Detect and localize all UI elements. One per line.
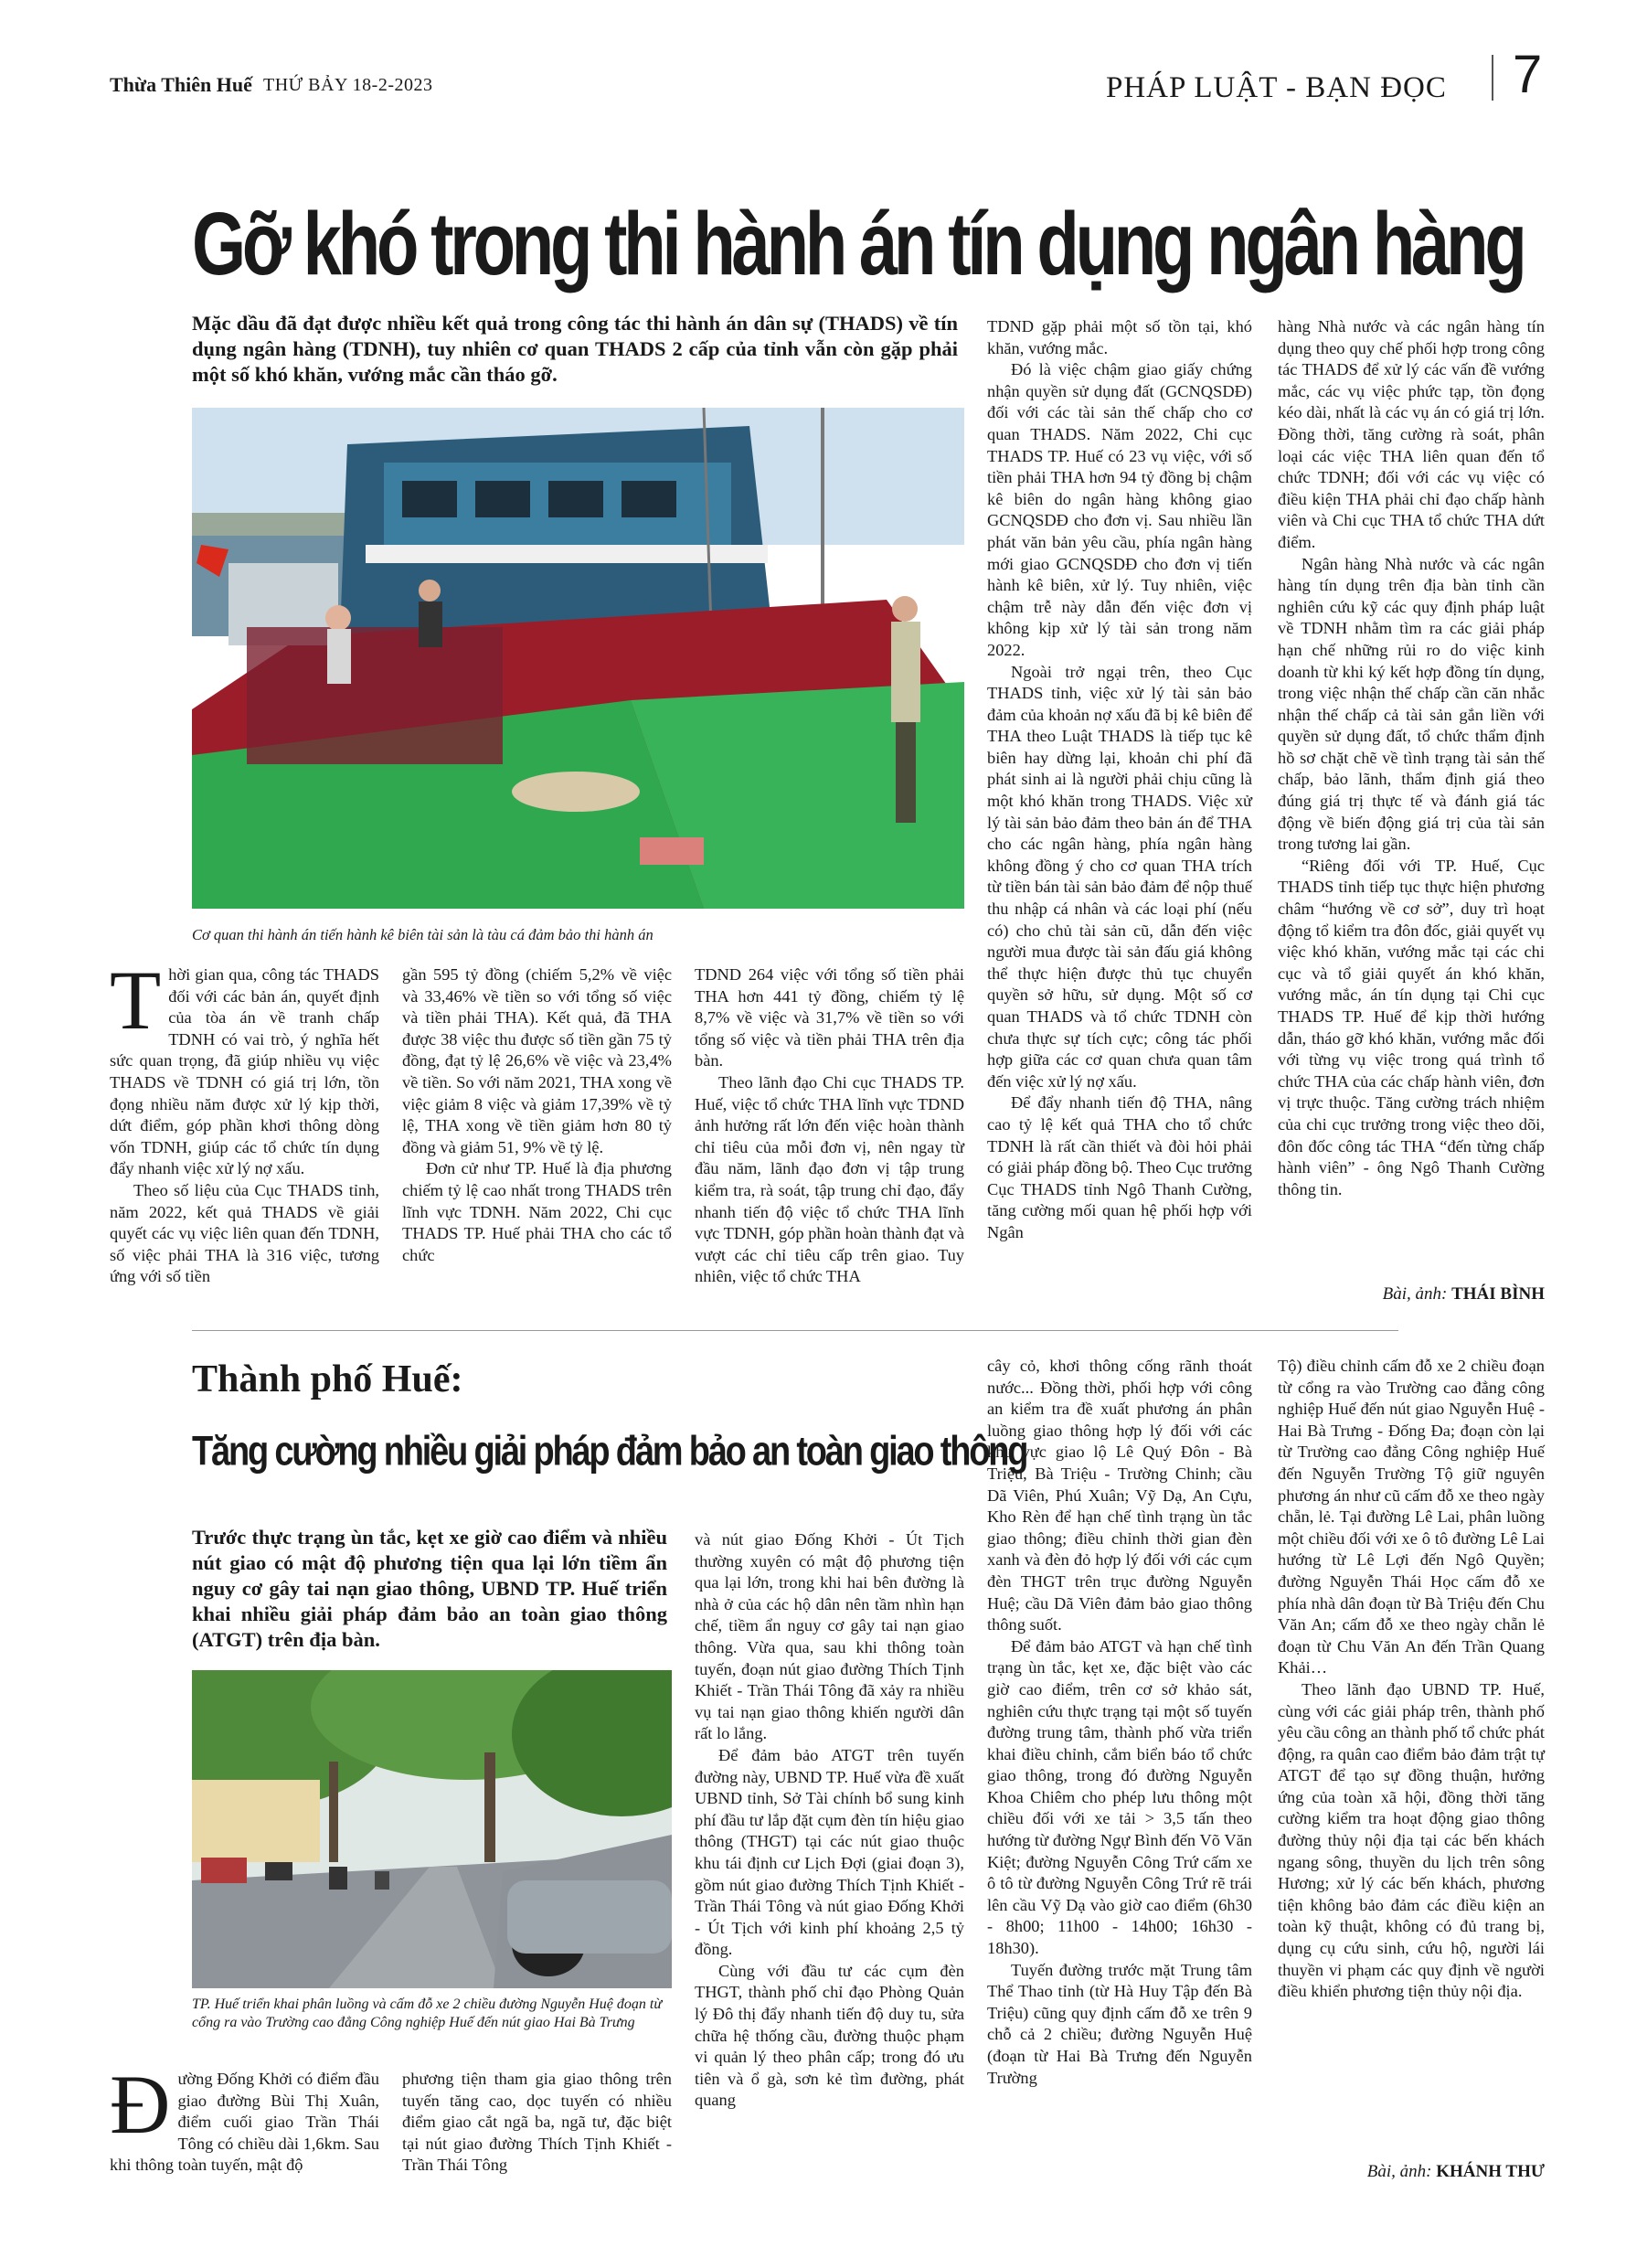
masthead-date: THỨ BẢY 18-2-2023	[263, 75, 433, 95]
article2-kicker: Thành phố Huế:	[192, 1358, 463, 1400]
article2-paragraph: phương tiện tham gia giao thông trên tuyến tăng cao, dọc tuyến có nhiều điểm giao cắt ngã ba, ngã tư, đặc biệt tại nút giao đường Thích Tịnh Khiết - Trần Thái Tông	[402, 2070, 672, 2175]
article2-lead: Trước thực trạng ùn tắc, kẹt xe giờ cao điểm và nhiều nút giao có mật độ phương tiện qua lại lớn tiềm ẩn nguy cơ gây tai nạn giao thông, UBND TP. Huế triển khai nhiều giải pháp đảm bảo an toàn giao thông (ATGT) trên địa bàn.	[192, 1526, 667, 1651]
article1-paragraph: Theo số liệu của Cục THADS tỉnh, năm 2022, kết quả THADS về giải quyết các vụ việc liên quan đến TDNH, số việc phải THA là 316 việc, tương ứng với số tiền	[110, 1180, 379, 1286]
article2-byline-prefix: Bài, ảnh:	[1366, 2162, 1432, 2181]
article2-column-5	[1278, 1356, 1545, 2003]
article1-paragraph: Ngoài trở ngại trên, theo Cục THADS tỉnh, việc xử lý tài sản bảo đảm của khoản nợ xấu đã bị kê biên để THA theo Luật THADS là tiếp tục kê biên hay dừng lại, khoản chi phí đã phát sinh ai là người phải chịu cũng là một khó khăn trong THADS. Việc xử lý tài sản bảo đảm theo bản án để THA cho các ngân hàng, phía ngân hàng không đồng ý cho cơ quan THA trích từ tiền bán tài sản bảo đảm để nộp thuế thu nhập cá nhân và các loại phí (nếu có) cho chủ tài sản cũ, dẫn đến việc người mua được tài sản đấu giá không thể thực hiện được thủ tục chuyển quyền sở hữu, sử dụng. Một số cơ quan THADS và tổ chức TDNH còn chưa thực sự tích cực; công tác phối hợp giữa các cơ quan chưa quan tâm đến việc xử lý nợ xấu.	[987, 662, 1252, 1091]
article1-paragraph: Đơn cử như TP. Huế là địa phương chiếm tỷ lệ cao nhất trong THADS trên lĩnh vực TDNH. Năm 2022, Chi cục THADS TP. Huế phải THA cho các tổ chức	[402, 1159, 672, 1264]
article-separator	[192, 1330, 1398, 1331]
article1-paragraph: gần 595 tỷ đồng (chiếm 5,2% về việc và 33,46% về tiền so với tổng số việc và tiền phải THA). Kết quả, đã THA được 38 việc thu được số tiền gần 75 tỷ đồng, đạt tỷ lệ 26,6% về việc và 23,4% về tiền. So với năm 2021, THA xong về việc giảm 8 việc và giảm 17,39% về tỷ lệ, THA xong về tiền giảm hơn 80 tỷ đồng và giảm 51, 9% về tỷ lệ.	[402, 965, 672, 1156]
article1-paragraph: Đó là việc chậm giao giấy chứng nhận quyền sử dụng đất (GCNQSDĐ) đối với các tài sản thế chấp cho cơ quan THADS. Năm 2022, Chi cục THADS TP. Huế có 23 vụ việc, với số tiền phải THA hơn 94 tỷ đồng bị chậm kê biên do ngân hàng không giao GCNQSDĐ cho đơn vị. Sau nhiều lần phát văn bản yêu cầu, phía ngân hàng mới giao GCNQSDĐ cho đơn vị tiến hành kê biên, xử lý. Tuy nhiên, việc chậm trễ này dẫn đến việc đơn vị không kịp xử lý tài sản trong năm 2022.	[987, 360, 1252, 659]
article2-column-4	[987, 1356, 1252, 2089]
article1-column-3	[695, 964, 964, 1288]
article2-dropcap: Đ	[110, 2058, 171, 2151]
article1-paragraph: TDND gặp phải một số tồn tại, khó khăn, vướng mắc.	[987, 317, 1252, 357]
article1-byline-prefix: Bài, ảnh:	[1382, 1284, 1448, 1304]
article1-column-5	[1278, 316, 1545, 1200]
article1-paragraph: Theo lãnh đạo Chi cục THADS TP. Huế, việc tổ chức THA lĩnh vực TDND ảnh hưởng rất lớn đến việc hoàn thành chỉ tiêu của mỗi đơn vị, nên ngay từ đầu năm, lãnh đạo đơn vị tập trung kiểm tra, rà soát, tập trung chỉ đạo, đẩy nhanh tiến độ việc tổ chức THA lĩnh vực TDNH, góp phần hoàn thành đạt và vượt các chỉ tiêu cấp trên giao. Tuy nhiên, việc tổ chức THA	[695, 1072, 964, 1286]
article1-column-1	[110, 953, 379, 1288]
article2-paragraph: Để đảm bảo ATGT và hạn chế tình trạng ùn tắc, kẹt xe, đặc biệt vào các giờ cao điểm, trên cơ sở khảo sát, nghiên cứu thực trạng tại một số tuyến đường trung tâm, thành phố vừa triển khai điều chỉnh, cắm biển báo tổ chức giao thông, trong đó đường Nguyễn Khoa Chiêm cho phép lưu thông một chiều đối với xe tải > 3,5 tấn theo hướng từ đường Ngự Bình đến Võ Văn Kiệt; đường Nguyễn Công Trứ cấm xe ô tô từ đường Nguyễn Công Trứ rẽ trái lên cầu Vỹ Dạ vào giờ cao điểm (6h30 - 8h00; 11h00 - 14h00; 16h30 - 18h30).	[987, 1636, 1252, 1958]
article2-paragraph: ường Đống Khởi có điểm đầu giao đường Bùi Thị Xuân, điểm cuối giao Trần Thái Tông có chiều dài 1,6km. Sau khi thông toàn tuyến, mật độ	[110, 2070, 379, 2175]
article2-byline	[1278, 2162, 1545, 2182]
article2-paragraph: cây cỏ, khơi thông cống rãnh thoát nước... Đồng thời, phối hợp với công an kiểm tra đề xuất phương án phân luồng giao thông hợp lý đối với các khu vực giao lộ Lê Quý Đôn - Bà Triệu, Bà Triệu - Trường Chinh; cầu Dã Viên, Phú Xuân; Vỹ Dạ, An Cựu, Kho Rèn để hạn chế tình trạng ùn tắc giao thông; điều chỉnh thời gian đèn xanh và đèn đỏ hợp lý đối với các cụm đèn THGT trên trục đường Nguyễn Huệ; cầu Dã Viên đảm bảo giao thông thông suốt.	[987, 1357, 1252, 1634]
article1-paragraph: hời gian qua, công tác THADS đối với các bản án, quyết định của tòa án về tranh chấp TDNH có vai trò, ý nghĩa hết sức quan trọng, đã giúp nhiều vụ việc THADS về TDNH có giá trị lớn, tồn đọng nhiều năm được xử lý kịp thời, dứt điểm, góp phần khơi thông dòng vốn TDNH, giúp các tổ chức tín dụng đẩy nhanh việc xử lý nợ xấu.	[110, 965, 379, 1178]
article1-photo-caption: Cơ quan thi hành án tiến hành kê biên tài sản là tàu cá đảm bảo thi hành án	[192, 926, 653, 943]
article2-column-3	[695, 1529, 964, 2112]
article1-byline	[1278, 1284, 1545, 1304]
article2-photo-street	[192, 1670, 672, 1988]
article2-paragraph: và nút giao Đống Khởi - Út Tịch thường xuyên có mật độ phương tiện qua lại lớn, trong khi hai bên đường là nhà ở của các hộ dân nên tầm nhìn hạn chế, tiềm ẩn nguy cơ gây tai nạn giao thông. Vừa qua, sau khi thông toàn tuyến, đoạn nút giao đường Thích Tịnh Khiết - Trần Thái Tông đã xảy ra nhiều vụ tai nạn giao thông khiến người dân rất lo lắng.	[695, 1530, 964, 1743]
article2-paragraph: Cùng với đầu tư các cụm đèn THGT, thành phố chỉ đạo Phòng Quản lý Đô thị đẩy nhanh tiến độ duy tu, sửa chữa hệ thống cầu, đường thuộc phạm vi quản lý theo phân cấp; trong đó ưu tiên và ổ gà, sơn kẻ tìm đường, phát quang	[695, 1961, 964, 2110]
article2-column-1	[110, 2058, 379, 2177]
article2-column-2	[402, 2069, 672, 2177]
page-number: 7	[1513, 45, 1543, 104]
article2-paragraph: Tuyến đường trước mặt Trung tâm Thể Thao tỉnh (từ Hà Huy Tập đến Bà Triệu) cũng quy định cấm đỗ xe trên 9 chỗ cả 2 chiều; đường Nguyễn Huệ (đoạn từ Hai Bà Trưng đến Nguyễn Trường	[987, 1960, 1252, 2087]
masthead-paper-name: Thừa Thiên Huế	[110, 73, 252, 96]
article1-column-4	[987, 316, 1252, 1244]
article1-headline: Gỡ khó trong thi hành án tín dụng ngân hàng	[192, 194, 1524, 294]
article2-paragraph: Tộ) điều chỉnh cấm đỗ xe 2 chiều đoạn từ cổng ra vào Trường cao đẳng công nghiệp Huế đến nút giao Nguyễn Huệ - Hai Bà Trưng - Đống Đa; đoạn còn lại từ Trường cao đẳng Công nghiệp Huế đến Nguyễn Trường Tộ giữ nguyên phương án như cũ cấm đỗ xe theo ngày chẵn, lẻ. Tại đường Lê Lai, phân luồng một chiều đối với xe ô tô đường Lê Lai hướng từ Lê Lợi đến Ngô Quyền; đường Nguyễn Thái Học cấm đỗ xe phía nhà dân đoạn từ Bà Triệu đến Chu Văn An; cấm đỗ xe theo ngày chẵn lẻ đoạn từ Chu Văn An đến Trần Quang Khải…	[1278, 1357, 1545, 1677]
article1-paragraph: Để đẩy nhanh tiến độ THA, nâng cao tỷ lệ kết quả THA cho tổ chức TDNH là rất cần thiết và đòi hỏi phải có giải pháp đồng bộ. Theo Cục trưởng Cục THADS tỉnh Ngô Thanh Cường, tăng cường mối quan hệ phối hợp với Ngân	[987, 1093, 1252, 1241]
article2-photo-caption: TP. Huế triển khai phân luồng và cấm đỗ xe 2 chiều đường Nguyễn Huệ đoạn từ cổng ra vào Trường cao đẳng Công nghiệp Huế đến nút giao Hai Bà Trưng	[192, 1996, 663, 2030]
article2-headline: Tăng cường nhiều giải pháp đảm bảo an toàn giao thông	[192, 1428, 1027, 1475]
article1-column-2	[402, 964, 672, 1266]
header-divider	[1492, 55, 1493, 101]
article1-paragraph: Ngân hàng Nhà nước và các ngân hàng tín dụng trên địa bàn tỉnh cần nghiên cứu kỹ các quy định pháp luật về TDNH nhằm tìm ra các giải pháp hạn chế những rủi ro do việc kinh doanh từ khi ký kết hợp đồng tín dụng, trong việc nhận thế chấp cần căn nhắc nhận thế chấp cả tài sản gắn liền với quyền sử dụng đất, tổ chức thẩm định hồ sơ chặt chẽ về tình trạng tài sản thế chấp, bảo lãnh, thẩm định giá theo đúng giá trị thực tế và đánh giá tác động về biến động giá trị của tài sản trong tương lai gần.	[1278, 554, 1545, 854]
section-title: PHÁP LUẬT - BẠN ĐỌC	[1106, 71, 1447, 104]
article2-paragraph: Để đảm bảo ATGT trên tuyến đường này, UBND TP. Huế vừa đề xuất UBND tỉnh, Sở Tài chính bổ sung kinh phí đầu tư lắp đặt cụm đèn tín hiệu giao thông (THGT) tại các nút giao thuộc khu tái định cư Lịch Đợi (giai đoạn 3), gồm nút giao đường Thích Tịnh Khiết - Trần Thái Tông và nút giao Đống Khởi - Út Tịch với kinh phí khoảng 2,5 tỷ đồng.	[695, 1745, 964, 1959]
article1-dropcap: T	[110, 953, 162, 1047]
article1-paragraph: hàng Nhà nước và các ngân hàng tín dụng theo quy chế phối hợp trong công tác THADS để xử lý các vấn đề vướng mắc, các vụ việc phức tạp, tồn đọng kéo dài, nhất là các vụ án có giá trị lớn. Đồng thời, tăng cường rà soát, phân loại các việc THA liên quan đến tổ chức TDNH; đối với các vụ việc có điều kiện THA phải chỉ đạo chấp hành viên và Chi cục THA tổ chức THA dứt điểm.	[1278, 317, 1545, 551]
article2-byline-author: KHÁNH THƯ	[1436, 2162, 1545, 2181]
article1-photo-fishing-boat	[192, 408, 964, 909]
article1-byline-author: THÁI BÌNH	[1451, 1284, 1545, 1304]
article1-paragraph: TDND 264 việc với tổng số tiền phải THA hơn 441 tỷ đồng, chiếm tỷ lệ 8,7% về việc và 31,7% về tiền so với tổng số việc và tiền phải THA trên địa bàn.	[695, 965, 964, 1070]
article1-lead: Mặc dầu đã đạt được nhiều kết quả trong công tác thi hành án dân sự (THADS) về tín dụng ngân hàng (TDNH), tuy nhiên cơ quan THADS 2 cấp của tỉnh vẫn còn gặp phải một số khó khăn, vướng mắc cần tháo gỡ.	[192, 312, 958, 386]
article2-paragraph: Theo lãnh đạo UBND TP. Huế, cùng với các giải pháp trên, thành phố yêu cầu công an thành phố tổ chức phát động, ra quân cao điểm bảo đảm trật tự ATGT để tạo sự đồng thuận, hưởng ứng của toàn xã hội, đồng thời tăng cường kiểm tra hoạt động giao thông đường thủy nội địa tại các bến khách ngang sông, thuyền du lịch trên sông Hương; xử lý các bến khách, phương tiện không bảo đảm các điều kiện an toàn kỹ thuật, không có đủ trang bị, dụng cụ cứu sinh, cứu hộ, người lái thuyền vi phạm các quy định về người điều khiển phương tiện thủy nội địa.	[1278, 1679, 1545, 2001]
article1-paragraph: “Riêng đối với TP. Huế, Cục THADS tỉnh tiếp tục thực hiện phương châm “hướng về cơ sở”, duy trì hoạt động tổ kiểm tra đôn đốc, giải quyết vụ việc khó khăn, vướng mắc tại các chi cục và tổ giải quyết án khó khăn, vướng mắc, án tín dụng tại Chi cục THADS TP. Huế để kịp thời hướng dẫn, tháo gỡ khó khăn, vướng mắc đối với từng vụ việc trong quá trình tổ chức THA của các chấp hành viên, đơn vị trực thuộc. Tăng cường trách nhiệm của chi cục trưởng trong việc theo dõi, đôn đốc công tác THA “đến từng chấp hành viên” - ông Ngô Thanh Cường thông tin.	[1278, 856, 1545, 1198]
